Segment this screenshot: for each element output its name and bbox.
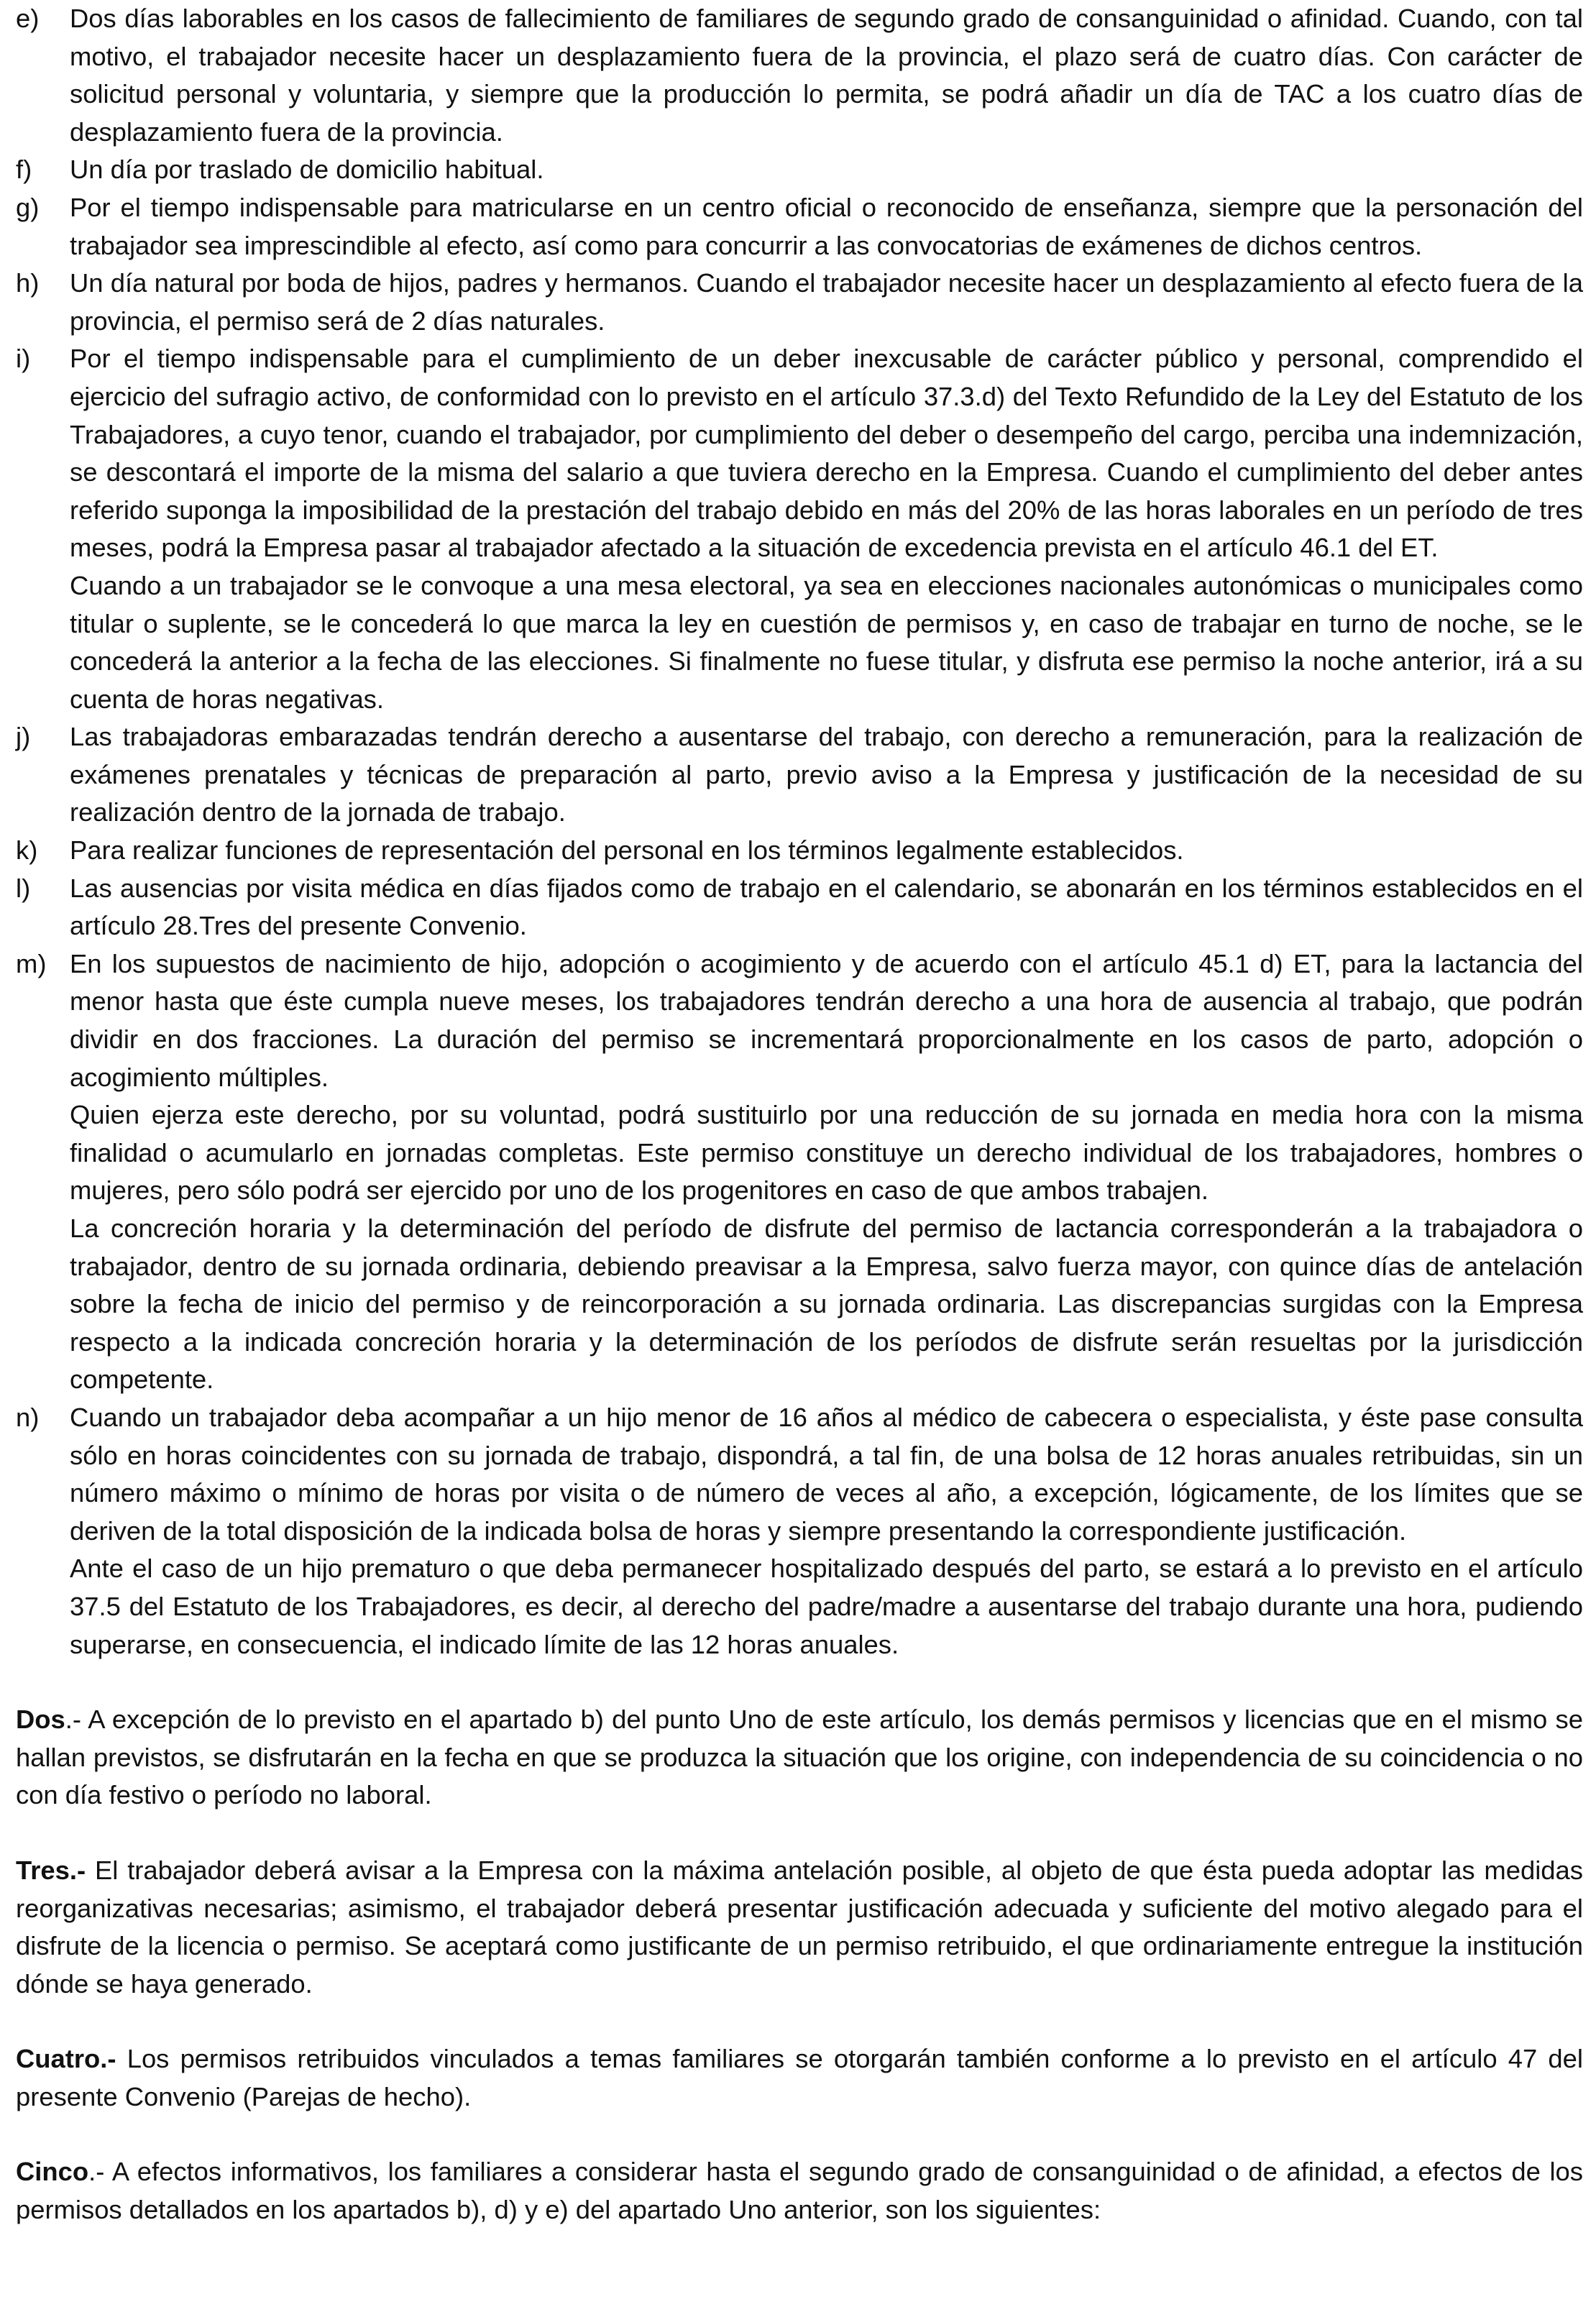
item-label: f) bbox=[16, 155, 32, 185]
list-item-n bbox=[16, 1399, 1583, 1664]
list-item-h bbox=[16, 265, 1583, 340]
item-label: i) bbox=[16, 344, 31, 374]
section-tres bbox=[16, 1852, 1583, 2003]
item-paragraph: Por el tiempo indispensable para matricularse en un centro oficial o reconocido de enseñanza, siempre que la personación del trabajador sea imprescindible al efecto, así como para concurrir a las convocatorias de exámenes de dichos centros. bbox=[70, 192, 1583, 260]
list-item-g bbox=[16, 189, 1583, 265]
list-item-i bbox=[16, 340, 1583, 718]
item-label: k) bbox=[16, 835, 38, 866]
item-paragraph: Un día natural por boda de hijos, padres y hermanos. Cuando el trabajador necesite hacer un desplazamiento al efecto fuera de la provincia, el permiso será de 2 días naturales. bbox=[70, 268, 1583, 336]
section-text: A excepción de lo previsto en el apartado b) del punto Uno de este artículo, los demás permisos y licencias que en el mismo se hallan previstos, se disfrutarán en la fecha en que se produzca la situación que los origine, con independencia de su coincidencia o no con día festivo o período no laboral. bbox=[16, 1705, 1583, 1810]
list-item-l bbox=[16, 870, 1583, 945]
list-item-e bbox=[16, 0, 1583, 151]
item-label: e) bbox=[16, 4, 40, 33]
item-label: m) bbox=[16, 948, 47, 978]
item-label: n) bbox=[16, 1402, 40, 1432]
section-text: El trabajador deberá avisar a la Empresa con la máxima antelación posible, al objeto de que ésta pueda adoptar las medidas reorganizativas necesarias; asimismo, el trabajador deberá presentar justificación adecuada y suficiente del motivo alegado para el disfrute de la licencia o permiso. Se aceptará como justificante de un permiso retribuido, el que ordinariamente entregue la institución dónde se haya generado. bbox=[16, 1855, 1583, 1999]
item-paragraph: Cuando un trabajador deba acompañar a un hijo menor de 16 años al médico de cabecera o especialista, y éste pase consulta sólo en horas coincidentes con su jornada de trabajo, dispondrá, a tal fin, de una bolsa de 12 horas anuales retribuidas, sin un número máximo o mínimo de horas por visita o de número de veces al año, a excepción, lógicamente, de los límites que se deriven de la total disposición de la indicada bolsa de horas y siempre presentando la correspondiente justificación. bbox=[70, 1402, 1583, 1546]
item-paragraph: En los supuestos de nacimiento de hijo, adopción o acogimiento y de acuerdo con el artículo 45.1 d) ET, para la lactancia del menor hasta que éste cumpla nueve meses, los trabajadores tendrán derecho a una hora de ausencia al trabajo, que podrán dividir en dos fracciones. La duración del permiso se incrementará proporcionalmente en los casos de parto, adopción o acogimiento múltiples. bbox=[70, 948, 1583, 1092]
item-paragraph: Ante el caso de un hijo prematuro o que deba permanecer hospitalizado después del parto, se estará a lo previsto en el artículo 37.5 del Estatuto de los Trabajadores, es decir, al derecho del padre/madre a ausentarse del trabajo durante una hora, pudiendo superarse, en consecuencia, el indicado límite de las 12 horas anuales. bbox=[70, 1554, 1583, 1659]
item-paragraph: Quien ejerza este derecho, por su voluntad, podrá sustituirlo por una reducción de su jornada en media hora con la misma finalidad o acumularlo en jornadas completas. Este permiso constituye un derecho individual de los trabajadores, hombres o mujeres, pero sólo podrá ser ejercido por uno de los progenitores en caso de que ambos trabajen. bbox=[70, 1100, 1583, 1206]
list-item-m bbox=[16, 945, 1583, 1399]
item-label: l) bbox=[16, 873, 31, 903]
section-cinco bbox=[16, 2153, 1583, 2229]
section-heading: Cinco bbox=[16, 2157, 89, 2187]
item-paragraph: Por el tiempo indispensable para el cumplimiento de un deber inexcusable de carácter público y personal, comprendido el ejercicio del sufragio activo, de conformidad con lo previsto en el artículo 37.3.d) del Texto Refundido de la Ley del Estatuto de los Trabajadores, a cuyo tenor, cuando el trabajador, por cumplimiento del deber o desempeño del cargo, perciba una indemnización, se descontará el importe de la misma del salario a que tuviera derecho en la Empresa. Cuando el cumplimiento del deber antes referido suponga la imposibilidad de la prestación del trabajo debido en más del 20% de las horas laborales en un período de tres meses, podrá la Empresa pasar al trabajador afectado a la situación de excedencia prevista en el artículo 46.1 del ET. bbox=[70, 344, 1583, 563]
item-paragraph: Un día por traslado de domicilio habitual. bbox=[70, 155, 544, 185]
document-page bbox=[16, 0, 1596, 2312]
section-separator: .- bbox=[88, 2157, 112, 2187]
list-item-f bbox=[16, 151, 1583, 189]
section-separator bbox=[86, 1855, 95, 1885]
section-text: A efectos informativos, los familiares a considerar hasta el segundo grado de consanguinidad o de afinidad, a efectos de los permisos detallados en los apartados b), d) y e) del apartado Uno anterior, son los siguientes: bbox=[16, 2157, 1583, 2225]
item-paragraph: Cuando a un trabajador se le convoque a una mesa electoral, ya sea en elecciones nacionales autonómicas o municipales como titular o suplente, se le concederá lo que marca la ley en cuestión de permisos y, en caso de trabajar en turno de noche, se le concederá la anterior a la fecha de las elecciones. Si finalmente no fuese titular, y disfruta ese permiso la noche anterior, irá a su cuenta de horas negativas. bbox=[70, 570, 1583, 714]
list-item-k bbox=[16, 832, 1583, 870]
section-heading: Cuatro.- bbox=[16, 2044, 116, 2074]
section-text: Los permisos retribuidos vinculados a temas familiares se otorgarán también conforme a lo previsto en el artículo 47 del presente Convenio (Parejas de hecho). bbox=[16, 2044, 1583, 2111]
item-paragraph: La concreción horaria y la determinación del período de disfrute del permiso de lactancia corresponderán a la trabajadora o trabajador, dentro de su jornada ordinaria, debiendo preavisar a la Empresa, salvo fuerza mayor, con quince días de antelación sobre la fecha de inicio del permiso y de reincorporación a su jornada ordinaria. Las discrepancias surgidas con la Empresa respecto a la indicada concreción horaria y la determinación de los períodos de disfrute serán resueltas por la jurisdicción competente. bbox=[70, 1214, 1583, 1395]
section-heading: Tres.- bbox=[16, 1855, 86, 1885]
item-paragraph: Las trabajadoras embarazadas tendrán derecho a ausentarse del trabajo, con derecho a remuneración, para la realización de exámenes prenatales y técnicas de preparación al parto, previo aviso a la Empresa y justificación de la necesidad de su realización dentro de la jornada de trabajo. bbox=[70, 722, 1583, 827]
section-separator bbox=[116, 2044, 127, 2073]
item-label: g) bbox=[16, 192, 40, 222]
section-separator: .- bbox=[65, 1705, 88, 1735]
section-heading: Dos bbox=[16, 1705, 65, 1735]
item-paragraph: Dos días laborables en los casos de fallecimiento de familiares de segundo grado de consanguinidad o afinidad. Cuando, con tal motivo, el trabajador necesite hacer un desplazamiento fuera de la provincia, el plazo será de cuatro días. Con carácter de solicitud personal y voluntaria, y siempre que la producción lo permita, se podrá añadir un día de TAC a los cuatro días de desplazamiento fuera de la provincia. bbox=[70, 4, 1583, 147]
item-paragraph: Las ausencias por visita médica en días fijados como de trabajo en el calendario, se abonarán en los términos establecidos en el artículo 28.Tres del presente Convenio. bbox=[70, 873, 1583, 941]
list-item-j bbox=[16, 718, 1583, 832]
item-label: j) bbox=[16, 722, 31, 752]
section-cuatro bbox=[16, 2040, 1583, 2116]
item-paragraph: Para realizar funciones de representación del personal en los términos legalmente establecidos. bbox=[70, 835, 1184, 866]
section-dos bbox=[16, 1701, 1583, 1815]
item-label: h) bbox=[16, 268, 40, 298]
